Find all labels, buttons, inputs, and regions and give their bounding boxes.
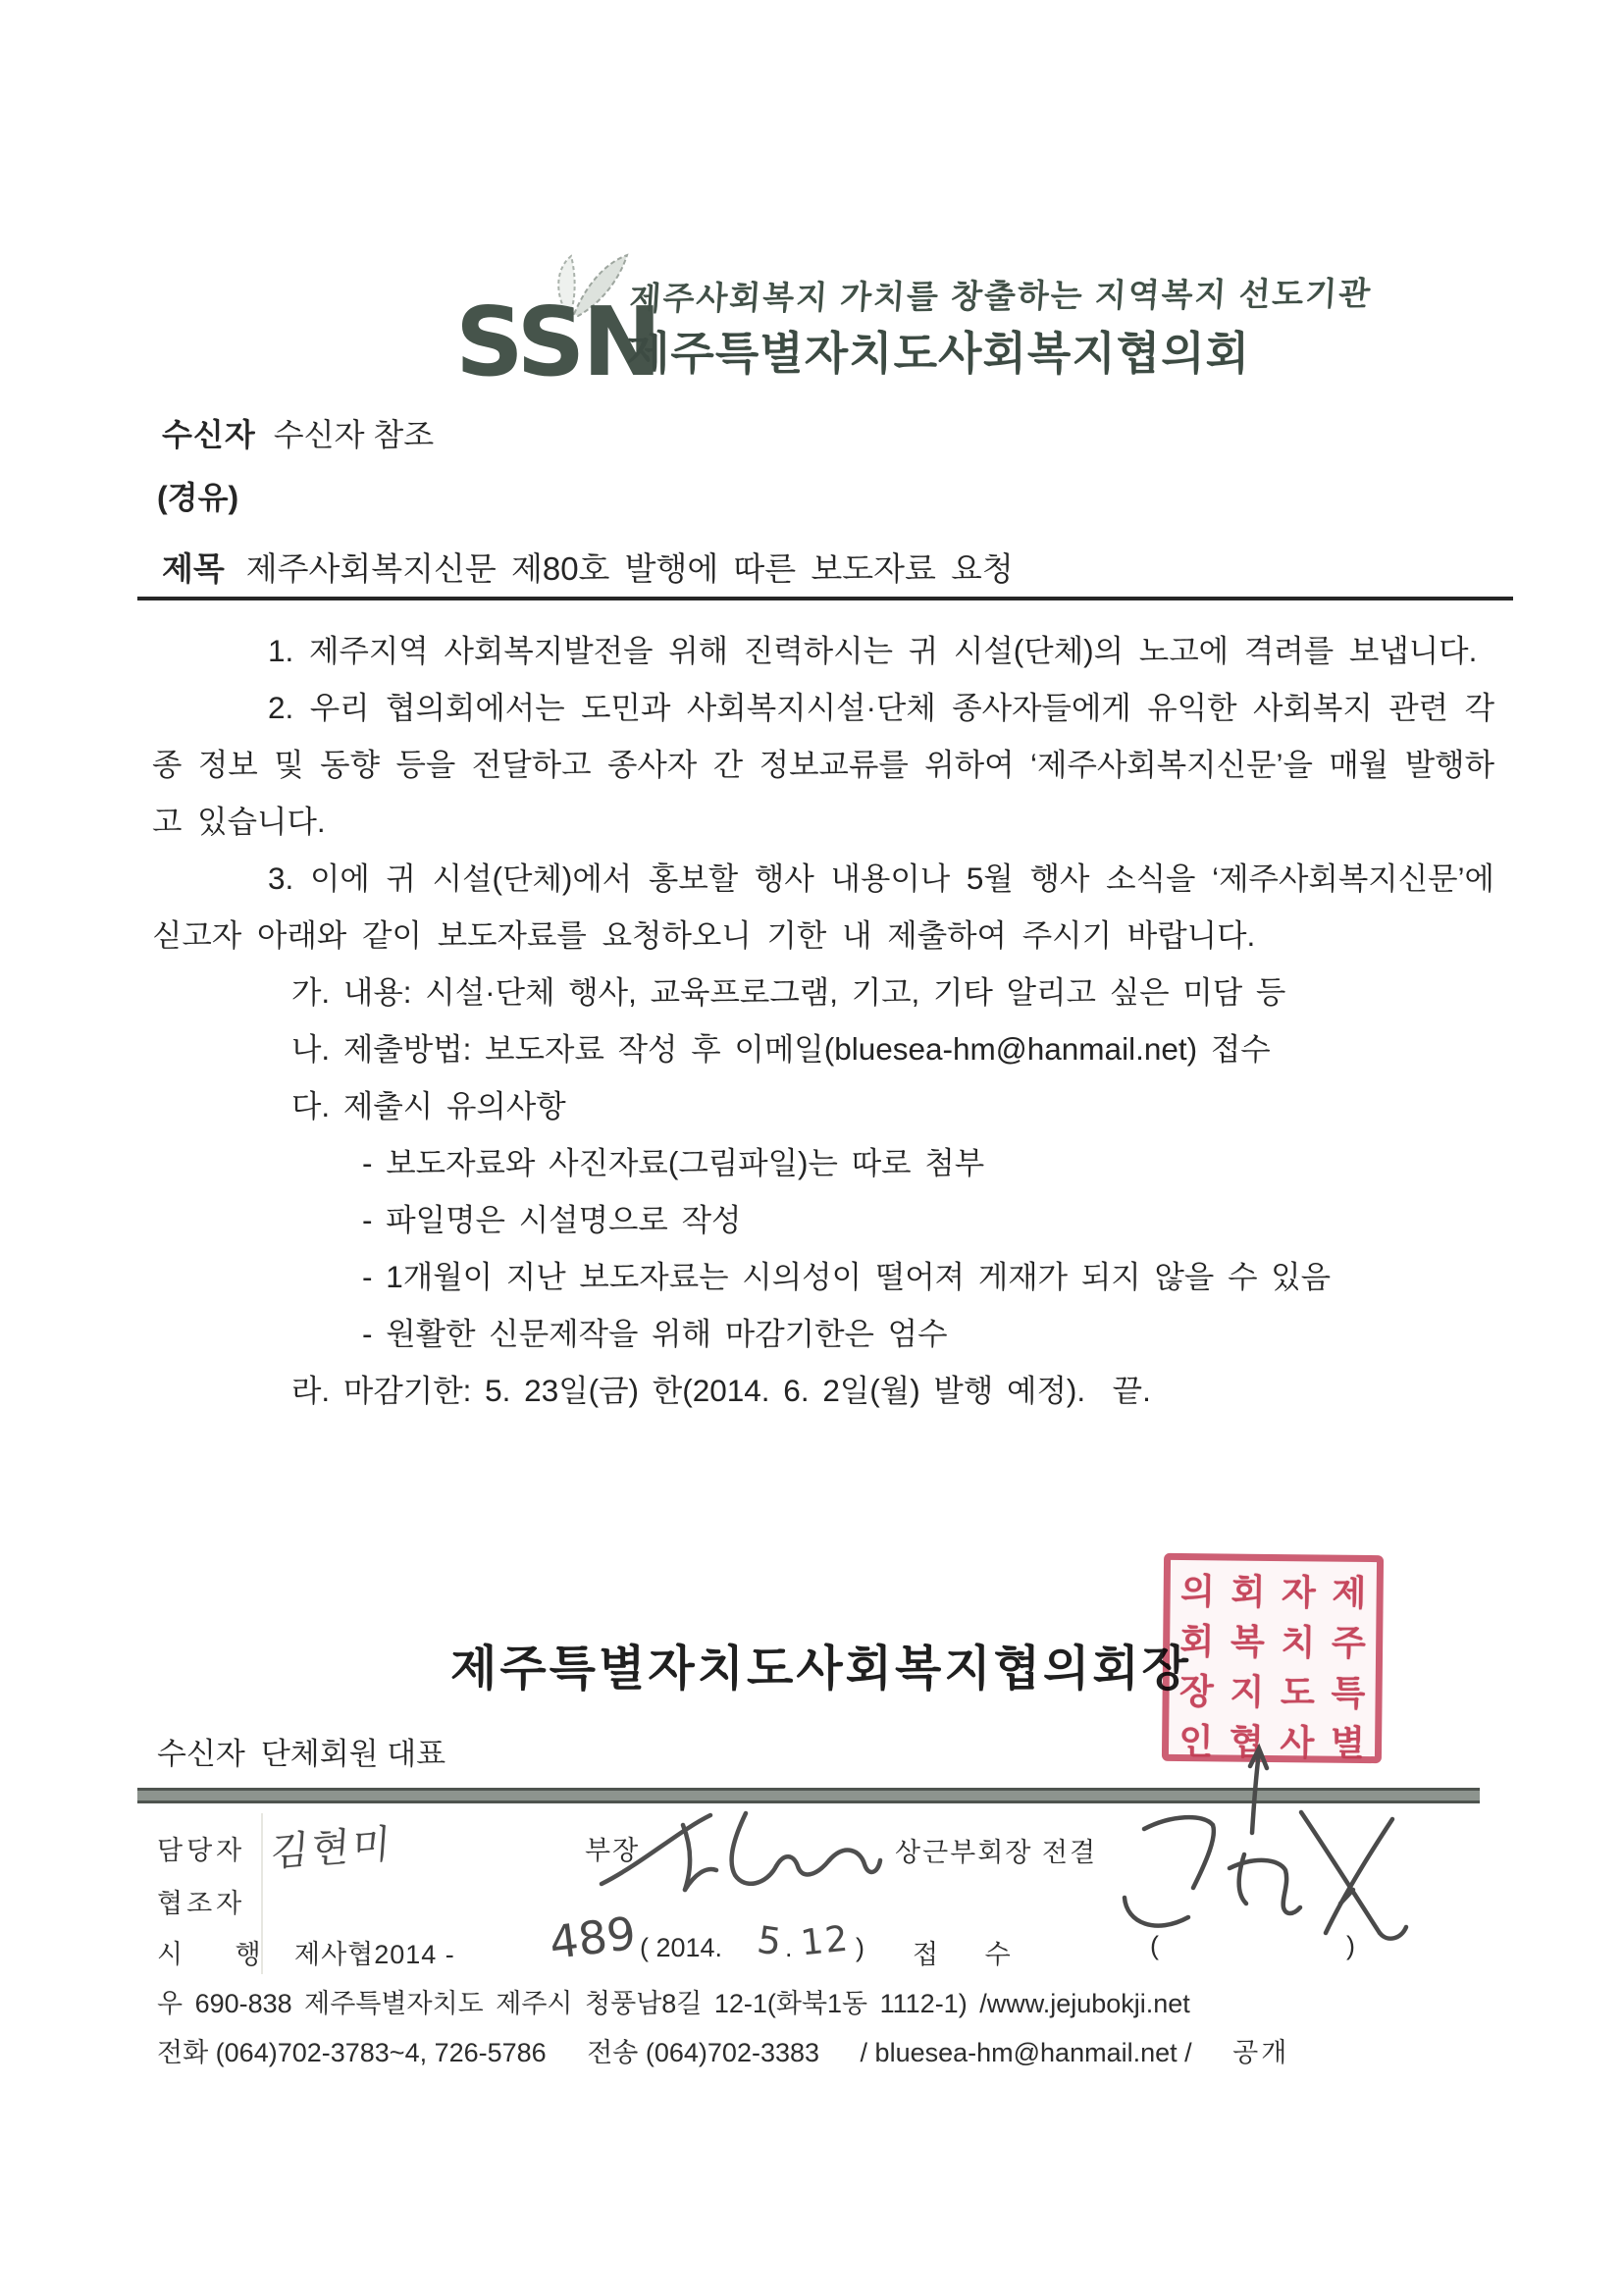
paragraph-1: 1. 제주지역 사회복지발전을 위해 진력하시는 귀 시설(단체)의 노고에 격려를 보냅니다. [268, 633, 1478, 668]
seal-char: 회 [1179, 1622, 1215, 1662]
list-item-na: 나. 제출방법: 보도자료 작성 후 이메일(bluesea-hm@hanmail.net) 접수 [291, 1031, 1271, 1067]
address-row: 우 690-838 제주특별자치도 제주시 청풍남8길 12-1(화북1동 1112-1) /www.jejubokji.net [157, 1989, 1190, 2018]
cooperator-label: 협조자 [157, 1889, 246, 1918]
issue-date-separator: . [785, 1933, 793, 1962]
receipt-label: 접 수 [913, 1940, 1019, 1969]
fax-number: 전송 (064)702-3383 [587, 2038, 820, 2067]
distribution-value: 단체회원 대표 [260, 1737, 446, 1771]
recipient-label: 수신자 [162, 417, 256, 452]
seal-char: 치 [1281, 1623, 1316, 1663]
seal-char: 특 [1331, 1673, 1366, 1713]
vice-chair-label: 상근부회장 전결 [895, 1838, 1098, 1867]
seal-char: 지 [1230, 1672, 1265, 1712]
seal-char: 장 [1178, 1672, 1214, 1712]
disclosure-status: 공개 [1232, 2038, 1290, 2067]
list-item-ra: 라. 마감기한: 5. 23일(금) 한(2014. 6. 2일(월) 발행 예정). 끝. [291, 1373, 1151, 1408]
note-timeliness: - 1개월이 지난 보도자료는 시의성이 떨어져 게재가 되지 않을 수 있음 [362, 1259, 1332, 1294]
ssn-logo-text: SSN [455, 287, 659, 397]
seal-char: 협 [1229, 1722, 1264, 1762]
subject-label: 제목 [162, 550, 225, 587]
paragraph-2: 2. 우리 협의회에서는 도민과 사회복지시설·단체 종사자들에게 유익한 사회복지 관련 각종 정보 및 동향 등을 전달하고 종사자 간 정보교류를 위하여 ‘제주사회복지신문’을 매월 발행하고 있습니다. [152, 690, 1494, 839]
seal-char: 의 [1179, 1572, 1216, 1612]
seal-char: 회 [1230, 1572, 1266, 1612]
distribution-label: 수신자 [157, 1737, 245, 1771]
via-label: (경유) [157, 480, 239, 515]
issue-date-suffix: ) [856, 1933, 864, 1962]
seal-char: 사 [1280, 1723, 1315, 1763]
email-address: / bluesea-hm@hanmail.net / [860, 2038, 1192, 2067]
doc-number-handwritten: 489 [547, 1905, 639, 1970]
logo-slogan: 제주사회복지 가치를 창출하는 지역복지 선도기관 [628, 275, 1374, 317]
paragraph-3: 3. 이에 귀 시설(단체)에서 홍보할 행사 내용이나 5월 행사 소식을 ‘제주사회복지신문’에 싣고자 아래와 같이 보도자료를 요청하오니 기한 내 제출하여 주시기 바랍니다. [152, 861, 1494, 953]
seal-char: 자 [1281, 1573, 1317, 1613]
seal-char: 복 [1230, 1622, 1266, 1662]
subject-row [162, 544, 1014, 590]
recipient-row [162, 410, 434, 455]
recipient-value: 수신자 참조 [273, 417, 435, 452]
doc-number-prefix: 제사협2014 - [294, 1940, 455, 1969]
subject-divider [137, 597, 1513, 600]
note-deadline-strict: - 원활한 신문제작을 위해 마감기한은 엄수 [362, 1316, 948, 1351]
seal-char: 제 [1332, 1573, 1367, 1613]
seal-char: 인 [1178, 1722, 1214, 1762]
vice-chair-signature [1097, 1737, 1423, 1949]
manager-handwritten-name: 김현미 [269, 1821, 395, 1876]
note-filename: - 파일명은 시설명으로 작성 [362, 1202, 742, 1237]
dept-head-label: 부장 [585, 1836, 641, 1865]
receipt-paren-open: ( [1150, 1931, 1159, 1960]
seal-char: 별 [1330, 1723, 1365, 1763]
phone-number: 전화 (064)702-3783~4, 726-5786 [157, 2038, 547, 2067]
issue-label: 시 행 [157, 1940, 271, 1969]
letter-body [152, 622, 1494, 1419]
seal-char: 도 [1280, 1673, 1315, 1713]
issue-date-month-handwritten: 5 [755, 1917, 785, 1964]
contact-row [157, 2031, 1289, 2069]
receipt-paren-close: ) [1346, 1931, 1355, 1960]
official-seal [1162, 1553, 1384, 1763]
issue-date-prefix: ( 2014. [640, 1933, 723, 1962]
seal-char: 주 [1331, 1623, 1367, 1663]
dept-head-signature [597, 1803, 883, 1909]
logo-org-name: 제주특별자치도사회복지협의회 [626, 328, 1251, 379]
subject-value: 제주사회복지신문 제80호 발행에 따른 보도자료 요청 [245, 550, 1014, 587]
list-item-ga: 가. 내용: 시설·단체 행사, 교육프로그램, 기고, 기타 알리고 싶은 미담 등 [291, 974, 1286, 1010]
distribution-row [157, 1729, 445, 1773]
list-item-da: 다. 제출시 유의사항 [291, 1088, 566, 1123]
note-attach: - 보도자료와 사진자료(그림파일)는 따로 첨부 [362, 1145, 985, 1180]
issue-date-day-handwritten: 12 [798, 1918, 852, 1964]
issuer-title: 제주특별자치도사회복지협의회장 [450, 1643, 1192, 1696]
manager-label: 담당자 [157, 1836, 246, 1865]
